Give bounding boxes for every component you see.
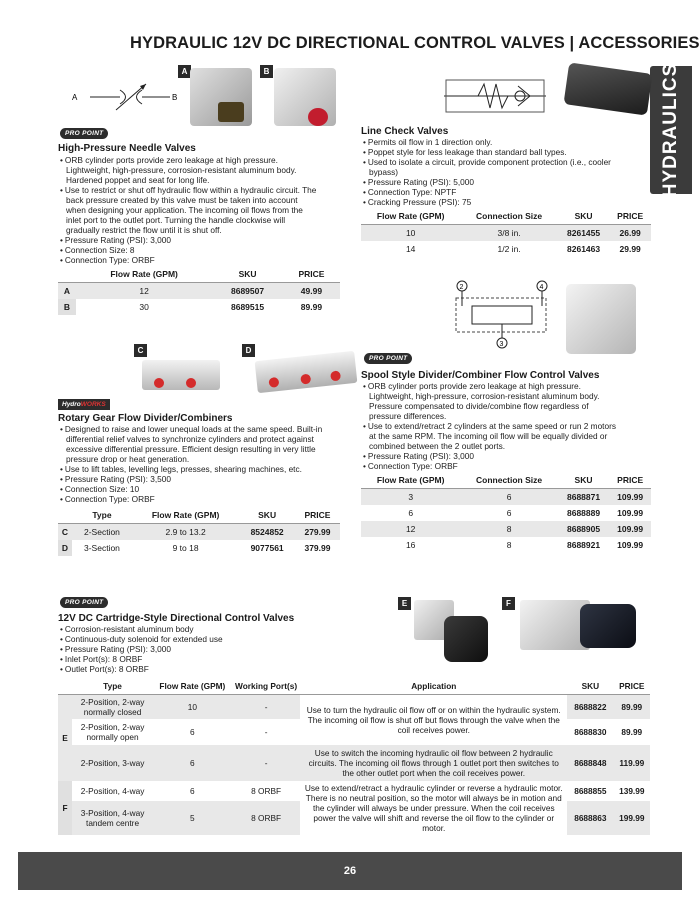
pro-point-badge: PRO POINT: [60, 597, 108, 608]
table-row: A 12 8689507 49.99: [58, 283, 340, 300]
needle-valve-schematic-icon: [70, 76, 180, 118]
table-row: 6 6 8688889 109.99: [408, 508, 644, 518]
spool-divider-schematic-icon: [452, 280, 552, 350]
port-b-label: B: [172, 93, 178, 102]
cartridge-valve-f-photo: [520, 596, 640, 656]
table-row: C 2-Section 2.9 to 13.2 8524852 279.99: [58, 524, 340, 541]
port-a-label: A: [72, 93, 78, 102]
feature-item: • Permits oil flow in 1 direction only.: [361, 137, 611, 147]
table-row: B 30 8689515 89.99: [58, 299, 340, 315]
photo-label-e: E: [398, 597, 411, 610]
feature-item: • Pressure Rating (PSI): 3,500: [58, 474, 328, 484]
col-price: PRICE: [283, 266, 340, 283]
feature-item: • Cracking Pressure (PSI): 75: [361, 197, 611, 207]
feature-item: • Connection Type: ORBF: [58, 255, 318, 265]
spool-divider-title: Spool Style Divider/Combiner Flow Control Valves: [361, 370, 600, 381]
photo-label-f: F: [502, 597, 515, 610]
table-row: 3-Position, 4-way tandem centre 5 8 ORBF 8688863 199.99: [58, 801, 650, 835]
port-2-label: 2: [459, 284, 464, 291]
feature-item: • Used to isolate a circuit, provide component protection (i.e., cooler bypass): [361, 157, 611, 177]
hydroworks-logo: HydroWORKS: [58, 399, 110, 410]
line-check-title: Line Check Valves: [361, 126, 449, 137]
rotary-divider-features: [58, 424, 328, 504]
cartridge-valve-table: Type Flow Rate (GPM) Working Port(s) Application SKU PRICE E 2-Position, 2-way normally closed 10 - Use to turn the hydraulic oil flow off or on within the hydraulic system. The incoming oil flow is shut off but flows through the valve when the coil receives power. 8688822 89.99 2-Position, 2-way normally open 6 - 8688830 89.99 2-Position, 3-way 6 - Use to switch the incoming hydraulic oil flow between 2 hydraulic circuits. The incoming oil flows through 1 outlet port then switches to the other outlet port when the coil receives power. 8688848 119.99 F 2-Position, 4-way 6 8 ORBF Use to extend/retract a hydraulic cylinder or reverse a hydraulic motor. There is no neutral position, so the motor will always be in motion and the cylinder will always be under pressure. When the coil receives power the valve will shift and reverse the oil flow to the cylinder or motor. 8688855 139.99 3-Position, 4-way tandem centre 5 8 ORBF 8688863 199.99: [58, 678, 650, 835]
cartridge-valve-features: [58, 624, 318, 674]
cartridge-valve-title: 12V DC Cartridge-Style Directional Control Valves: [58, 613, 295, 624]
table-row: 14 1/2 in. 8261463 29.99: [405, 244, 641, 254]
table-row: F 2-Position, 4-way 6 8 ORBF Use to extend/retract a hydraulic cylinder or reverse a hydraulic motor. There is no neutral position, so the motor will always be in motion and the cylinder will always be under pressure. When the coil receives power the valve will shift and reverse the oil flow to the cylinder or motor. 8688855 139.99: [58, 781, 650, 801]
table-row: D 3-Section 9 to 18 9077561 379.99: [58, 540, 340, 556]
feature-item: • Use to extend/retract 2 cylinders at the same speed or run 2 motors at the same RPM. The incoming oil flow will be equally divided or combined between the 2 outlet ports.: [361, 421, 621, 451]
page-footer: [18, 852, 682, 890]
photo-label-c: C: [134, 344, 147, 357]
feature-item: • Pressure Rating (PSI): 3,000: [58, 235, 318, 245]
feature-item: • Use to lift tables, levelling legs, presses, shearing machines, etc.: [58, 464, 328, 474]
port-3-label: 3: [499, 341, 504, 348]
table-row: 16 8 8688921 109.99: [405, 540, 644, 550]
line-check-features: [361, 137, 611, 207]
page-title: HYDRAULIC 12V DC DIRECTIONAL CONTROL VALVES | ACCESSORIES: [130, 34, 700, 52]
photo-label-d: D: [242, 344, 255, 357]
needle-valve-b-photo: [274, 68, 336, 126]
feature-item: • Connection Type: ORBF: [361, 461, 621, 471]
rotary-divider-c-photo: [142, 360, 220, 390]
group-label-e: E: [58, 695, 72, 782]
check-valve-schematic-icon: [440, 76, 550, 116]
feature-item: • Pressure Rating (PSI): 3,000: [58, 644, 318, 654]
port-4-label: 4: [539, 284, 544, 291]
spool-divider-photo: [566, 284, 636, 354]
feature-item: • Connection Size: 8: [58, 245, 318, 255]
spool-divider-table: Flow Rate (GPM) Connection Size SKU PRICE 3 6 8688871 109.99 6 6 8688889 109.99 12 8 8688905 109.99 16 8 8688921 109.99: [361, 472, 651, 553]
photo-label-a: A: [178, 65, 191, 78]
pro-point-badge: PRO POINT: [60, 128, 108, 139]
spool-divider-features: [361, 381, 621, 471]
feature-item: • ORB cylinder ports provide zero leakage at high pressure. Lightweight, high-pressure, corrosion-resistant aluminum body. Hardened poppet and seat for long life.: [58, 155, 318, 185]
feature-item: • Inlet Port(s): 8 ORBF: [58, 654, 318, 664]
feature-item: • Connection Type: NPTF: [361, 187, 611, 197]
cartridge-valve-e-photo: [414, 596, 492, 666]
table-row: E 2-Position, 2-way normally closed 10 - Use to turn the hydraulic oil flow off or on within the hydraulic system. The incoming oil flow is shut off but flows through the valve when the coil receives power. 8688822 89.99: [58, 695, 650, 720]
feature-item: • Pressure Rating (PSI): 3,000: [361, 451, 621, 461]
feature-item: • Connection Size: 10: [58, 484, 328, 494]
line-check-table: Flow Rate (GPM) Connection Size SKU PRICE 10 3/8 in. 8261455 26.99 14 1/2 in. 8261463 29.99: [361, 208, 651, 257]
feature-item: • Outlet Port(s): 8 ORBF: [58, 664, 318, 674]
feature-item: • Corrosion-resistant aluminum body: [58, 624, 318, 634]
rotary-divider-table: Type Flow Rate (GPM) SKU PRICE C 2-Section 2.9 to 13.2 8524852 279.99 D 3-Section 9 to 18 9077561 379.99: [58, 507, 340, 556]
table-row: 2-Position, 3-way 6 - Use to switch the incoming hydraulic oil flow between 2 hydraulic circuits. The incoming oil flows through 1 outlet port then switches to the other outlet port when the coil receives power. 8688848 119.99: [58, 745, 650, 781]
line-check-valve-photo: [563, 62, 652, 115]
feature-item: • ORB cylinder ports provide zero leakage at high pressure. Lightweight, high-pressure, corrosion-resistant aluminum body. Pressure compensated to divide/combine flow regardless of pressure differences.: [361, 381, 621, 421]
needle-valve-title: High-Pressure Needle Valves: [58, 143, 196, 154]
feature-item: • Poppet style for less leakage than standard ball types.: [361, 147, 611, 157]
col-sku: SKU: [212, 266, 283, 283]
group-label-f: F: [58, 781, 72, 835]
needle-valve-features: [58, 155, 318, 265]
rotary-divider-title: Rotary Gear Flow Divider/Combiners: [58, 413, 233, 424]
needle-valve-table: [58, 266, 340, 315]
table-row: 2-Position, 2-way normally open 6 - 8688830 89.99: [80, 722, 643, 742]
photo-label-b: B: [260, 65, 273, 78]
feature-item: • Connection Type: ORBF: [58, 494, 328, 504]
rotary-divider-d-photo: [255, 351, 358, 393]
table-row: 12 8 8688905 109.99: [361, 521, 651, 537]
feature-item: • Use to restrict or shut off hydraulic flow within a hydraulic circuit. The back pressure created by this valve must be taken into account when designing your application. The incoming oil flows from the inlet port to the outlet port. Turning the handle clockwise will gradually restrict the flow until it is shut off.: [58, 185, 318, 235]
table-row: 10 3/8 in. 8261455 26.99: [361, 225, 651, 242]
col-flow-rate: Flow Rate (GPM): [76, 266, 212, 283]
page-number: 26: [343, 865, 357, 877]
feature-item: • Designed to raise and lower unequal loads at the same speed. Built-in differential relief valves to synchronize cylinders and protect against excessive differential pressure. Efficient design resulting in very little pressure drop or heat generation.: [58, 424, 328, 464]
feature-item: • Pressure Rating (PSI): 5,000: [361, 177, 611, 187]
table-row: 3 6 8688871 109.99: [361, 489, 651, 506]
section-tab-hydraulics[interactable]: HYDRAULICS: [650, 66, 692, 194]
pro-point-badge: PRO POINT: [364, 353, 412, 364]
needle-valve-a-photo: [190, 68, 252, 126]
feature-item: • Continuous-duty solenoid for extended use: [58, 634, 318, 644]
